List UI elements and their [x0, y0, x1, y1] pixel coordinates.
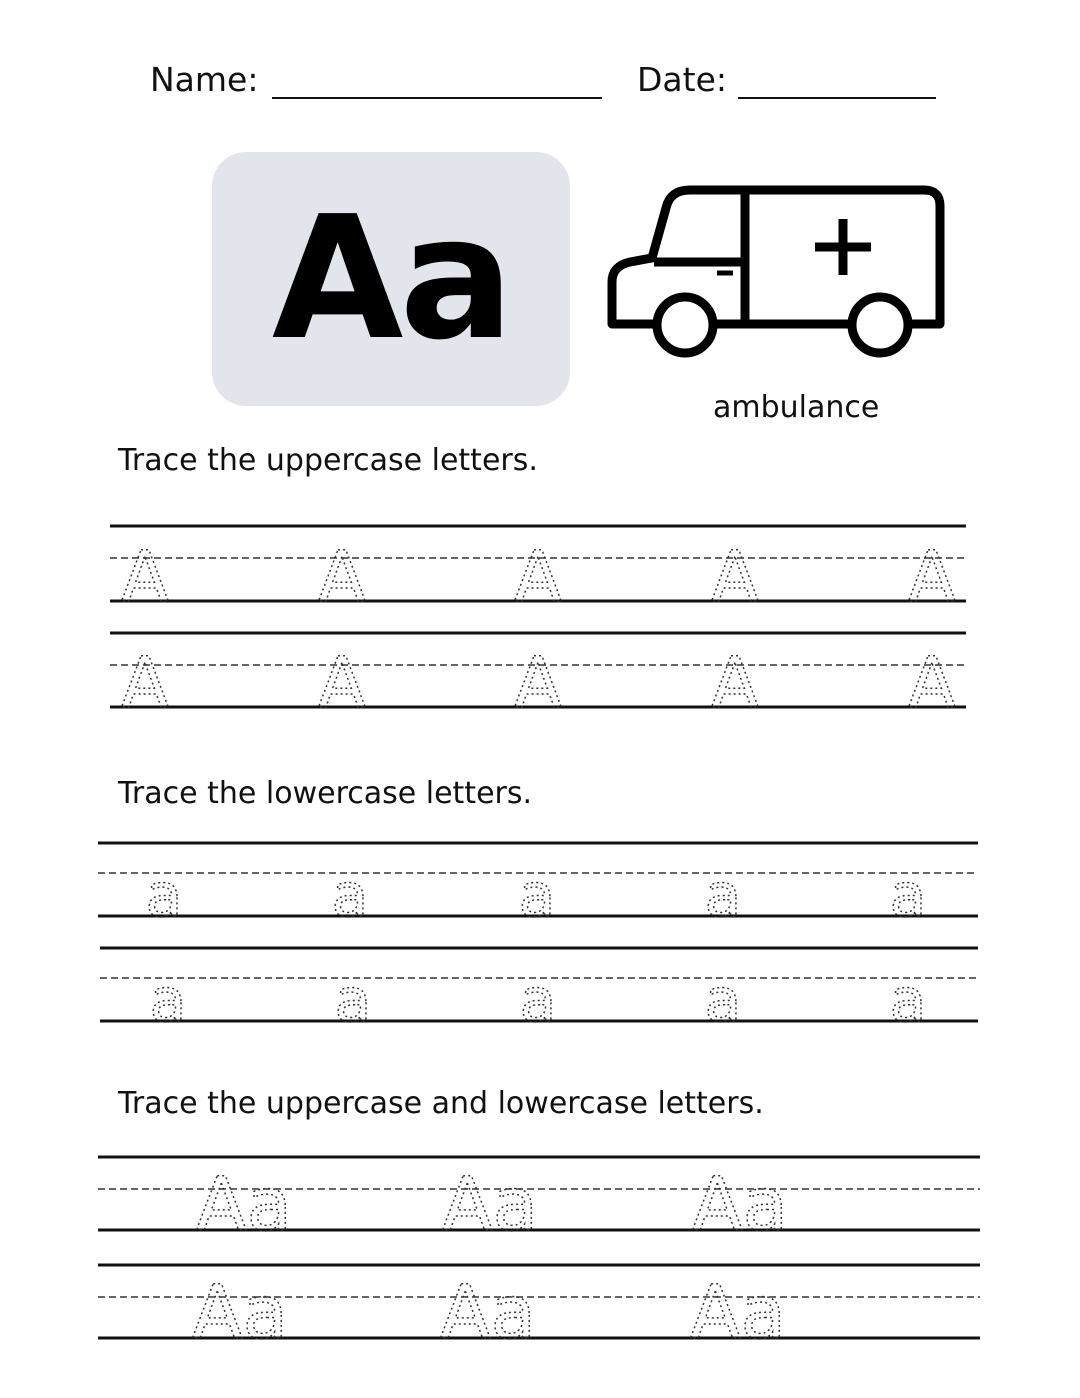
trace-letter: Aa — [690, 1270, 786, 1356]
trace-letter: A — [711, 536, 759, 618]
ambulance-icon — [600, 178, 950, 363]
date-label: Date: — [637, 60, 727, 99]
tracing-row — [98, 1265, 980, 1356]
trace-letter: A — [318, 536, 366, 618]
trace-letter: Aa — [196, 1162, 292, 1248]
trace-letter: Aa — [192, 1270, 288, 1356]
section-heading-uppercase: Trace the uppercase letters. — [118, 443, 538, 478]
trace-letter: A — [121, 642, 169, 724]
tracing-row — [110, 526, 966, 618]
tracing-row — [98, 843, 978, 931]
trace-letter: A — [711, 642, 759, 724]
featured-letter: Aa — [271, 180, 511, 378]
trace-letter: a — [889, 861, 927, 931]
name-field[interactable] — [272, 97, 602, 99]
trace-letter: a — [704, 861, 742, 931]
trace-letter: Aa — [692, 1162, 788, 1248]
trace-letter: A — [908, 536, 956, 618]
trace-letter: A — [908, 642, 956, 724]
tracing-row — [98, 1157, 980, 1248]
trace-letter: A — [514, 536, 562, 618]
name-label: Name: — [150, 60, 259, 99]
trace-letter: A — [514, 642, 562, 724]
trace-letter: a — [704, 966, 742, 1036]
trace-letter: a — [334, 966, 372, 1036]
trace-letter: Aa — [440, 1270, 536, 1356]
tracing-lines-uppercase[interactable] — [110, 526, 966, 724]
trace-letter: A — [121, 536, 169, 618]
trace-letter: a — [519, 966, 557, 1036]
trace-letter: Aa — [442, 1162, 538, 1248]
trace-letter: a — [331, 861, 369, 931]
tracing-grid-lowercase — [98, 843, 978, 1036]
tracing-lines-mixed[interactable] — [98, 1157, 980, 1356]
tracing-lines-lowercase[interactable] — [98, 843, 978, 1036]
tracing-grid-uppercase — [110, 526, 966, 724]
section-heading-lowercase: Trace the lowercase letters. — [118, 776, 533, 811]
trace-letter: a — [145, 861, 183, 931]
date-field[interactable] — [738, 97, 936, 99]
tracing-grid-mixed — [98, 1157, 980, 1356]
tracing-row — [100, 948, 978, 1036]
section-heading-mixed: Trace the uppercase and lowercase letters. — [118, 1086, 764, 1121]
trace-letter: a — [149, 966, 187, 1036]
tracing-row — [110, 633, 966, 724]
trace-letter: a — [518, 861, 556, 931]
trace-letter: A — [318, 642, 366, 724]
trace-letter: a — [889, 966, 927, 1036]
picture-word: ambulance — [713, 390, 880, 425]
